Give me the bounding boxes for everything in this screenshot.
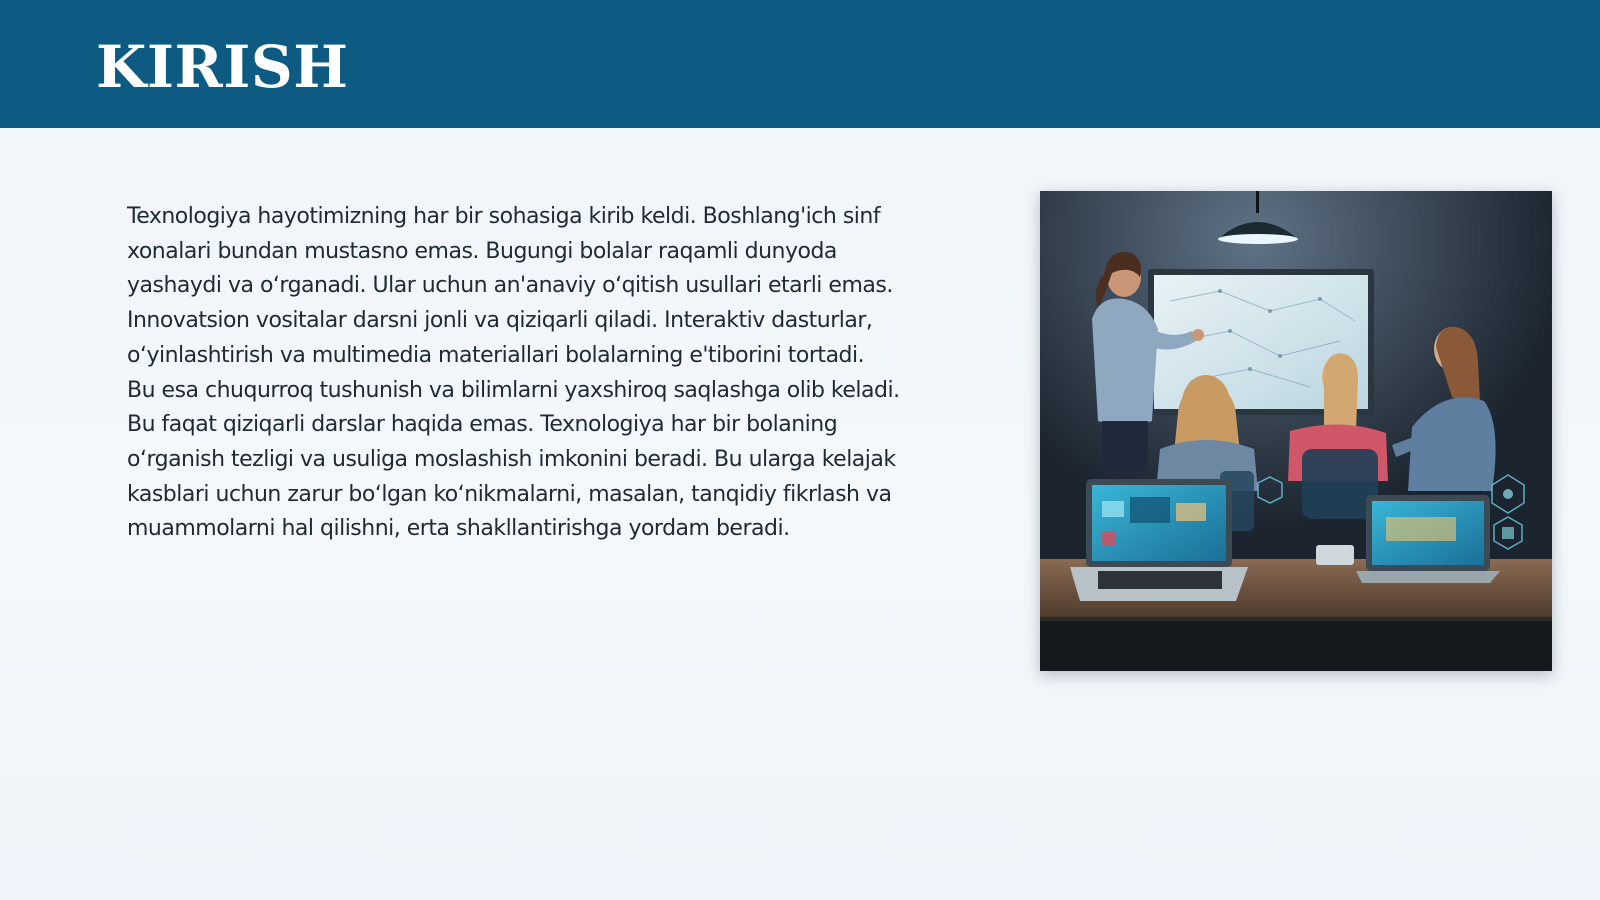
classroom-image: [1040, 191, 1552, 671]
slide-title: KIRISH: [96, 33, 349, 101]
title-banner: [0, 0, 1600, 128]
intro-paragraph: Texnologiya hayotimizning har bir sohasiga kirib keldi. Boshlang'ich sinf xonalari bundan mustasno emas. Bugungi bolalar raqamli dunyoda yashaydi va oʻrganadi. Ular uchun an'anaviy oʻqitish usullari etarli emas. Innovatsion vositalar darsni jonli va qiziqarli qiladi. Interaktiv dasturlar, oʻyinlashtirish va multimedia materiallari bolalarning e'tiborini tortadi. Bu esa chuqurroq tushunish va bilimlarni yaxshiroq saqlashga olib keladi. Bu faqat qiziqarli darslar haqida emas. Texnologiya har bir bolaning oʻrganish tezligi va usuliga moslashish imkonini beradi. Bu ularga kelajak kasblari uchun zarur boʻlgan koʻnikmalarni, masalan, tanqidiy fikrlash va muammolarni hal qilishni, erta shakllantirishga yordam beradi.: [127, 204, 900, 542]
